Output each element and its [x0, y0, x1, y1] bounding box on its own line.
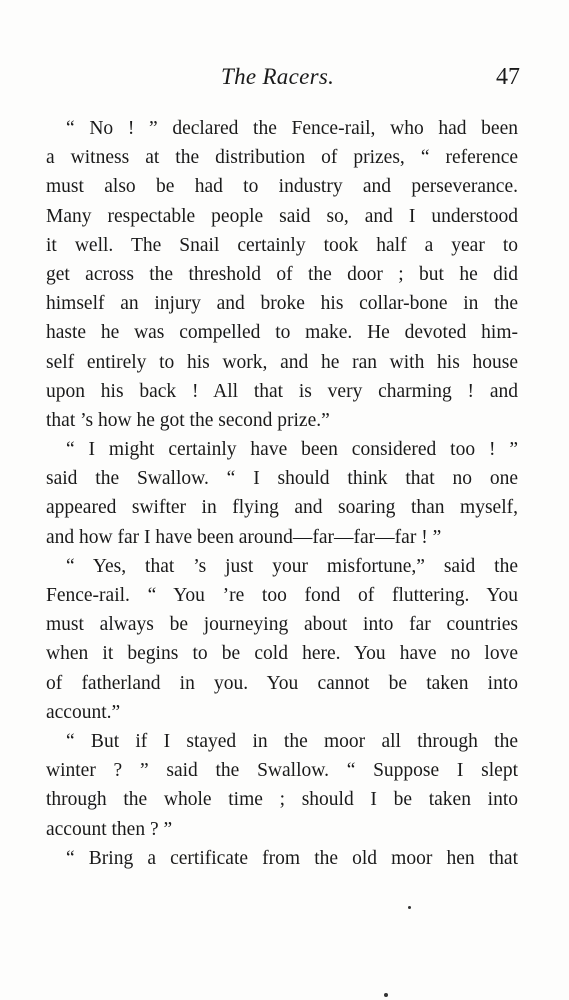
scan-speck: [384, 993, 388, 997]
page-number: 47: [496, 64, 520, 90]
text-line: self entirely to his work, and he ran with his house: [46, 351, 518, 373]
text-line: get across the threshold of the door ; but he did: [46, 263, 518, 285]
text-line: must always be journeying about into far countries: [46, 614, 518, 636]
text-line: when it begins to be cold here. You have no love: [46, 643, 518, 665]
text-line: “ Bring a certificate from the old moor hen that: [66, 847, 518, 869]
text-line: “ But if I stayed in the moor all through the: [66, 730, 518, 752]
text-line: account.”: [46, 701, 121, 723]
text-line: of fatherland in you. You cannot be taken into: [46, 672, 518, 694]
text-line: “ No ! ” declared the Fence-rail, who had been: [66, 118, 518, 139]
text-line: winter ? ” said the Swallow. “ Suppose I slept: [46, 760, 518, 782]
text-line: said the Swallow. “ I should think that no one: [46, 468, 518, 490]
text-line: “ I might certainly have been considered too ! ”: [66, 439, 518, 461]
text-line: upon his back ! All that is very charming ! and: [46, 380, 518, 402]
scan-speck: [408, 906, 411, 909]
text-line: himself an injury and broke his collar-bone in the: [46, 293, 518, 315]
text-line: it well. The Snail certainly took half a year to: [46, 234, 518, 256]
text-line: and how far I have been around—far—far—far ! ”: [46, 526, 442, 548]
text-line: must also be had to industry and perseverance.: [46, 176, 518, 198]
text-line: a witness at the distribution of prizes, “ reference: [46, 147, 518, 169]
text-line: appeared swifter in flying and soaring than myself,: [46, 497, 518, 519]
running-title: The Racers.: [221, 64, 335, 89]
text-line: Fence-rail. “ You ’re too fond of fluttering. You: [46, 585, 518, 606]
body-text: [46, 114, 518, 873]
running-head: [46, 64, 520, 100]
text-line: account then ? ”: [46, 818, 173, 840]
text-line: that ’s how he got the second prize.”: [46, 409, 330, 431]
text-line: through the whole time ; should I be taken into: [46, 789, 518, 811]
text-line: “ Yes, that ’s just your misfortune,” said the: [66, 555, 518, 577]
text-line: Many respectable people said so, and I understood: [46, 205, 518, 227]
text-line: haste he was compelled to make. He devoted him-: [46, 322, 518, 344]
